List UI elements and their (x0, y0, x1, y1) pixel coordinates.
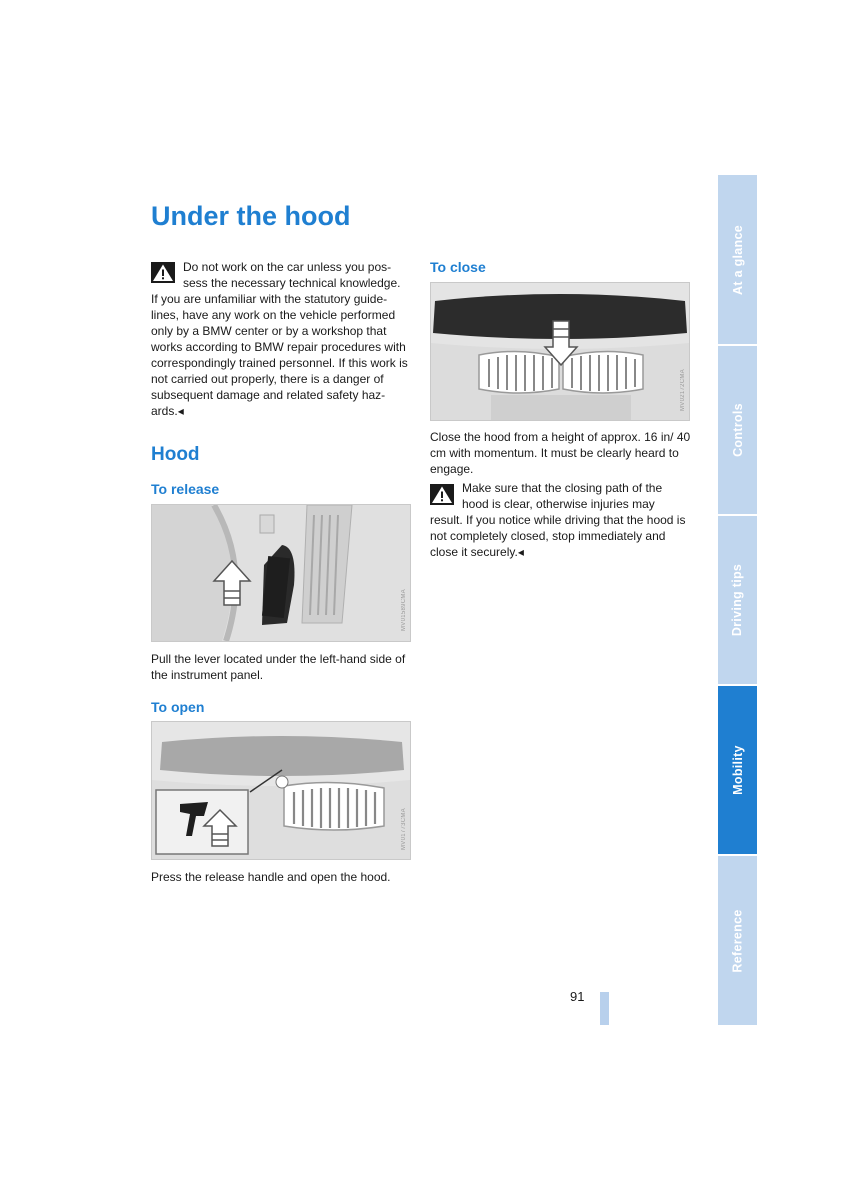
open-illustration (152, 722, 410, 859)
end-mark-icon: ◂ (517, 545, 524, 559)
intro-warning-line2: sess the necessary technical knowledge. (183, 276, 401, 290)
hood-heading: Hood (151, 444, 200, 465)
open-heading: To open (151, 699, 205, 715)
close-illustration (431, 283, 689, 420)
tab-at-a-glance[interactable] (718, 175, 757, 344)
release-text: Pull the lever located under the left-hand side of the instrument panel. (151, 652, 406, 682)
release-figure (151, 504, 411, 642)
end-mark-icon: ◂ (177, 404, 184, 418)
close-warning-line1: Make sure that the closing path of the (462, 481, 663, 495)
close-figure-code: MV02172CMA (680, 369, 686, 412)
intro-warning (151, 259, 409, 419)
intro-warning-text: If you are unfamiliar with the statutory guide-lines, have any work on the vehicle performed only by a BMW center or by a workshop that works according to BMW repair procedures with correspondingly trained personnel. If this work is not carried out properly, there is a danger of subsequent damage and related safety haz-ards.◂ (151, 292, 408, 418)
tab-driving-tips[interactable] (718, 516, 757, 684)
intro-warning-line1: Do not work on the car unless you pos- (183, 260, 392, 274)
warning-icon (151, 262, 175, 283)
tab-label: At a glance (730, 224, 745, 295)
release-heading: To release (151, 481, 220, 497)
tab-label: Driving tips (730, 563, 745, 637)
tab-label: Reference (730, 908, 745, 973)
page-number: 91 (570, 989, 585, 1004)
tab-label: Mobility (730, 745, 745, 795)
lever-illustration (152, 505, 410, 641)
open-figure-code: MV01773CMA (401, 808, 407, 851)
close-warning (430, 480, 692, 560)
page-title: Under the hood (151, 201, 351, 231)
close-heading: To close (430, 259, 486, 275)
close-figure (430, 282, 690, 421)
tab-label: Controls (730, 403, 745, 457)
warning-icon (430, 484, 454, 505)
close-text: Close the hood from a height of approx. 16 in/ 40 cm with momentum. It must be clearly heard to engage. (430, 430, 691, 476)
release-figure-code: MV01589CMA (401, 589, 407, 632)
tab-reference[interactable] (718, 856, 757, 1025)
open-text: Press the release handle and open the hood. (151, 870, 391, 884)
tab-mobility[interactable] (718, 686, 757, 854)
close-warning-line2: hood is clear, otherwise injuries may (462, 497, 655, 511)
open-figure (151, 721, 411, 860)
page-number-bar (600, 992, 609, 1025)
tab-controls[interactable] (718, 346, 757, 514)
close-warning-text: result. If you notice while driving that the hood is not completely closed, stop immediately and close it securely.◂ (430, 513, 686, 559)
